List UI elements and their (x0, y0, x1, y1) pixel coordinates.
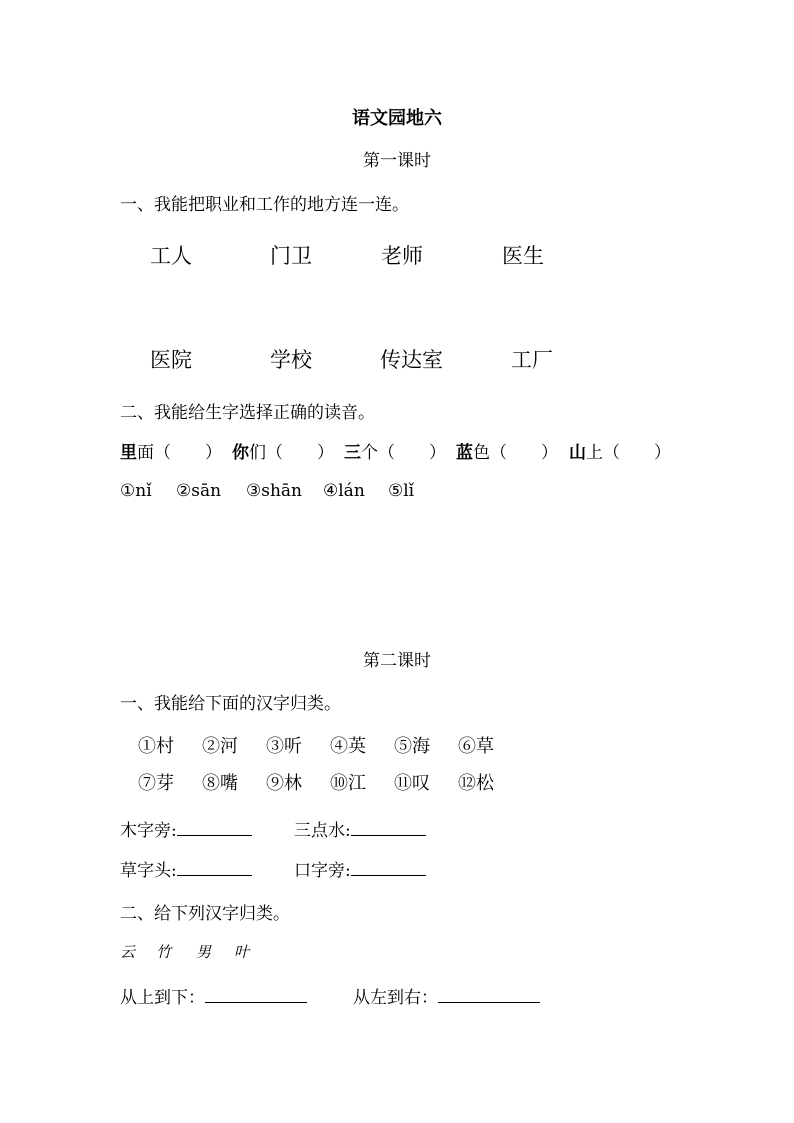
answer-blank[interactable] (438, 986, 540, 1003)
word-target-char: 山 (569, 443, 586, 463)
char-item: ⑩江 (330, 773, 366, 794)
category-label: 从上到下： (120, 988, 205, 1008)
job-item: 工人 (150, 244, 192, 268)
job-item: 门卫 (270, 244, 312, 268)
char-item: 叶 (234, 943, 250, 961)
place-item: 传达室 (380, 348, 443, 372)
word-rest: 色 (473, 443, 490, 463)
char-item: ②河 (202, 736, 238, 757)
char-item: ⑦芽 (138, 773, 174, 794)
word-rest: 个 (361, 443, 378, 463)
word-rest: 面 (137, 443, 154, 463)
word-item (569, 438, 671, 463)
answer-blank[interactable] (205, 986, 307, 1003)
answer-paren[interactable]: （ ） (603, 443, 671, 463)
char-item: 云 (120, 943, 136, 961)
pinyin-option: ①nǐ (120, 481, 152, 501)
category-label: 口字旁: (294, 861, 351, 881)
pinyin-option: ④lán (323, 481, 365, 501)
place-item: 学校 (270, 348, 312, 372)
answer-blank[interactable] (177, 819, 252, 836)
answer-paren[interactable]: （ ） (378, 443, 446, 463)
category-label: 从左到右： (353, 988, 438, 1008)
word-item (232, 438, 334, 463)
lesson1-q1-prompt: 一、我能把职业和工作的地方连一连。 (120, 195, 409, 215)
char-item: ⑨林 (266, 773, 302, 794)
answer-blank[interactable] (177, 859, 252, 876)
job-item: 老师 (381, 244, 423, 268)
char-item: ④英 (330, 736, 366, 757)
word-target-char: 蓝 (456, 443, 473, 463)
category-wood-radical (120, 816, 252, 841)
word-rest: 们 (249, 443, 266, 463)
word-item (120, 438, 222, 463)
char-item: 竹 (156, 943, 172, 961)
char-item: ⑫松 (458, 773, 494, 794)
word-rest: 上 (586, 443, 603, 463)
place-item: 工厂 (511, 348, 553, 372)
word-item (344, 438, 446, 463)
lesson2-q1-prompt: 一、我能给下面的汉字归类。 (120, 694, 341, 714)
char-item: ⑤海 (394, 736, 430, 757)
word-target-char: 里 (120, 443, 137, 463)
lesson2-q2-prompt: 二、给下列汉字归类。 (120, 904, 290, 924)
char-item: ⑥草 (458, 736, 494, 757)
category-top-to-bottom (120, 983, 307, 1008)
category-label: 三点水: (294, 821, 351, 841)
word-target-char: 三 (344, 443, 361, 463)
lesson1-heading: 第一课时 (363, 151, 431, 171)
lesson2-heading: 第二课时 (363, 651, 431, 671)
word-target-char: 你 (232, 443, 249, 463)
pinyin-option: ⑤lǐ (388, 481, 415, 501)
place-item: 医院 (150, 348, 192, 372)
word-item (456, 438, 558, 463)
category-water-radical (294, 816, 426, 841)
pinyin-option: ③shān (246, 481, 302, 501)
answer-blank[interactable] (351, 819, 426, 836)
category-grass-radical (120, 856, 252, 881)
answer-blank[interactable] (351, 859, 426, 876)
char-item: 男 (196, 943, 212, 961)
category-left-to-right (353, 983, 540, 1008)
answer-paren[interactable]: （ ） (490, 443, 558, 463)
lesson1-q2-prompt: 二、我能给生字选择正确的读音。 (120, 403, 375, 423)
page-title: 语文园地六 (352, 108, 442, 129)
pinyin-option: ②sān (176, 481, 222, 501)
category-label: 草字头: (120, 861, 177, 881)
char-item: ⑪叹 (394, 773, 430, 794)
char-item: ③听 (266, 736, 302, 757)
char-item: ⑧嘴 (202, 773, 238, 794)
category-label: 木字旁: (120, 821, 177, 841)
category-mouth-radical (294, 856, 426, 881)
answer-paren[interactable]: （ ） (266, 443, 334, 463)
answer-paren[interactable]: （ ） (154, 443, 222, 463)
char-item: ①村 (138, 736, 174, 757)
job-item: 医生 (502, 244, 544, 268)
